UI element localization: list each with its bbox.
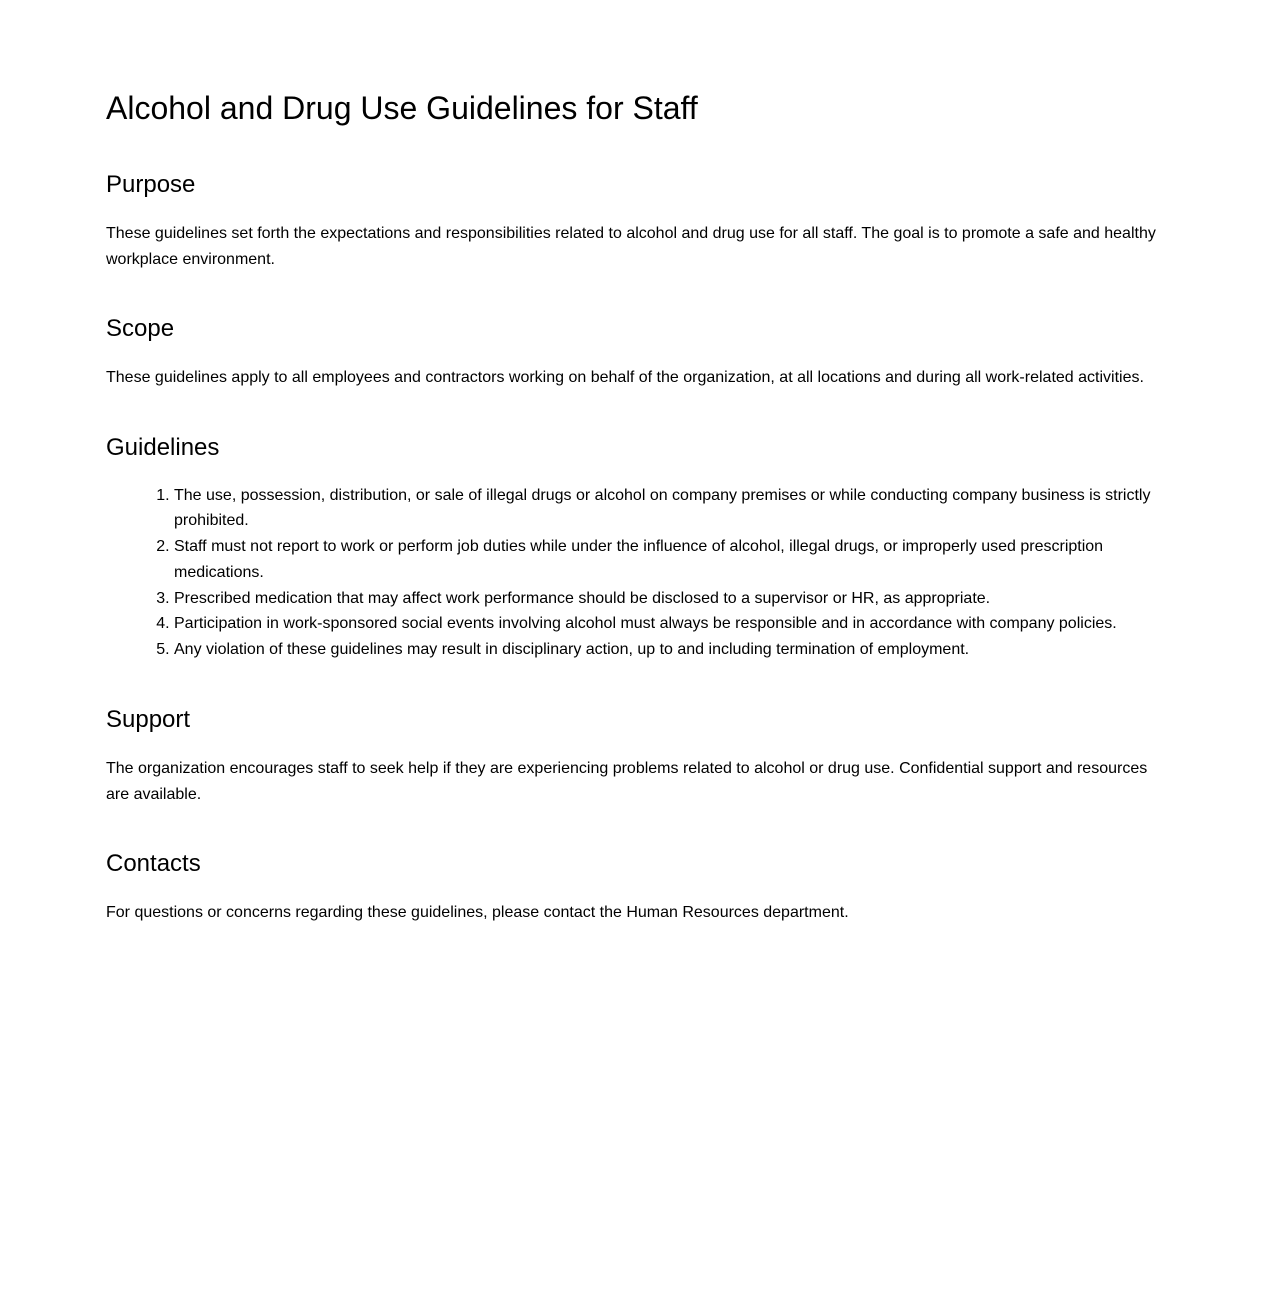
guideline-item: 3. Prescribed medication that may affect work performance should be disclosed to a supervisor or HR, as appropriate. <box>174 586 1172 612</box>
guideline-item: 5. Any violation of these guidelines may result in disciplinary action, up to and including termination of employment. <box>174 637 1172 663</box>
section-scope <box>106 314 1172 391</box>
section-heading-guidelines: Guidelines <box>106 433 220 461</box>
section-heading-scope: Scope <box>106 315 175 342</box>
guidelines-list <box>106 483 1172 664</box>
page-title: Alcohol and Drug Use Guidelines for Staff <box>106 90 698 126</box>
section-contacts <box>106 849 1172 926</box>
guideline-item: 4. Participation in work-sponsored social events involving alcohol must always be responsible and in accordance with company policies. <box>174 611 1172 637</box>
guideline-item: 2. Staff must not report to work or perform job duties while under the influence of alcohol, illegal drugs, or improperly used prescription medications. <box>174 534 1172 586</box>
section-purpose <box>106 170 1172 272</box>
section-body-support: The organization encourages staff to seek help if they are experiencing problems related to alcohol or drug use. Confidential support and resources are available. <box>106 760 1148 803</box>
section-heading-purpose: Purpose <box>106 171 196 198</box>
section-body-contacts: For questions or concerns regarding these guidelines, please contact the Human Resources department. <box>106 904 849 922</box>
section-heading-support: Support <box>106 706 191 734</box>
section-guidelines <box>106 433 1172 664</box>
section-support <box>106 705 1172 807</box>
section-heading-contacts: Contacts <box>106 850 201 878</box>
section-body-purpose: These guidelines set forth the expectations and responsibilities related to alcohol and drug use for all staff. The goal is to promote a safe and healthy workplace environment. <box>106 225 1156 268</box>
guideline-item: 1. The use, possession, distribution, or sale of illegal drugs or alcohol on company premises or while conducting company business is strictly prohibited. <box>174 483 1172 535</box>
section-body-scope: These guidelines apply to all employees and contractors working on behalf of the organization, at all locations and during all work-related activities. <box>106 369 1144 386</box>
